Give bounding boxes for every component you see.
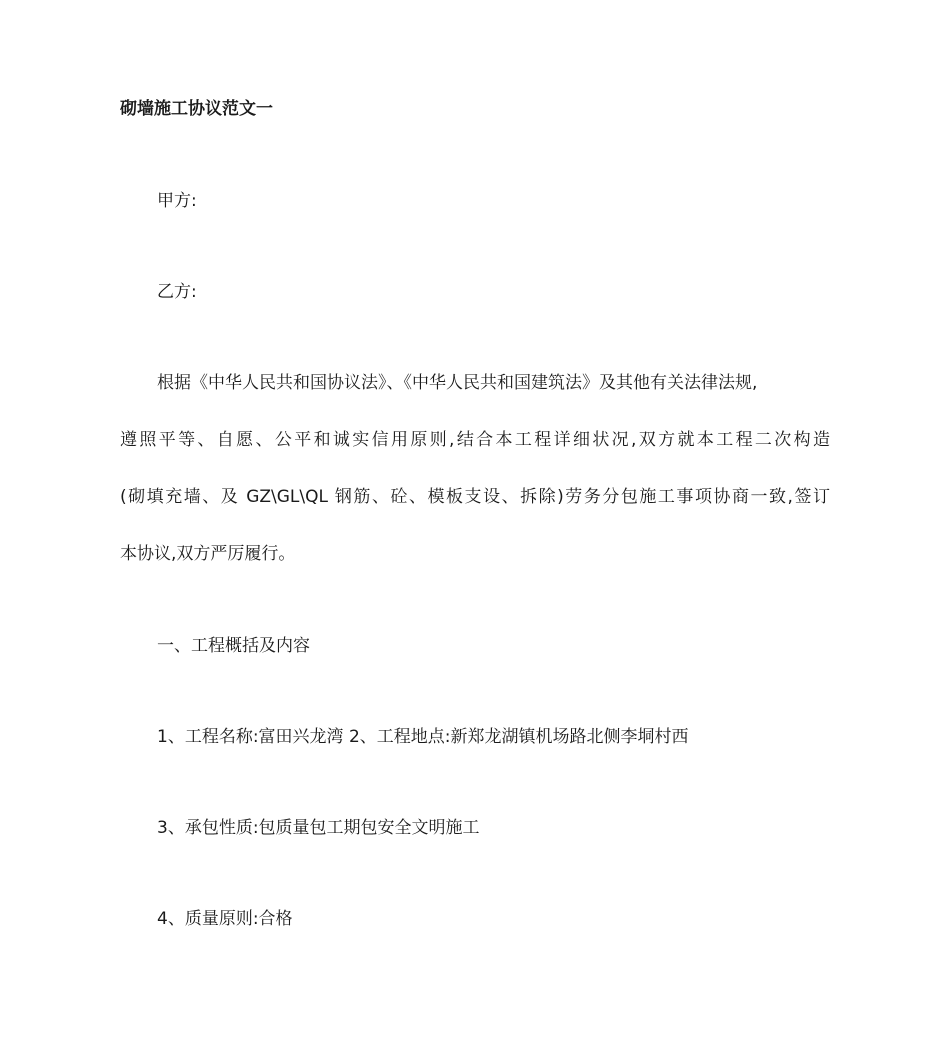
intro-line-1: 根据《中华人民共和国协议法》、《中华人民共和国建筑法》及其他有关法律法规,: [157, 373, 758, 393]
item-project-name-location: 1、工程名称:富田兴龙湾 2、工程地点:新郑龙湖镇机场路北侧李垌村西: [157, 727, 689, 747]
intro-line-2: 遵照平等、自愿、公平和诚实信用原则,结合本工程详细状况,双方就本工程二次构造: [120, 430, 830, 450]
item-quality-standard: 4、质量原则:合格: [157, 909, 293, 929]
party-b-label: 乙方:: [157, 282, 197, 302]
intro-line-3: (砌填充墙、及 GZ\GL\QL 钢筋、砼、模板支设、拆除)劳务分包施工事项协商一致,签订: [120, 487, 830, 507]
document-title: 砌墙施工协议范文一: [120, 99, 273, 119]
section-1-heading: 一、工程概括及内容: [157, 636, 310, 656]
item-contract-nature: 3、承包性质:包质量包工期包安全文明施工: [157, 818, 480, 838]
party-a-label: 甲方:: [157, 191, 197, 211]
intro-line-4: 本协议,双方严厉履行。: [120, 544, 296, 564]
